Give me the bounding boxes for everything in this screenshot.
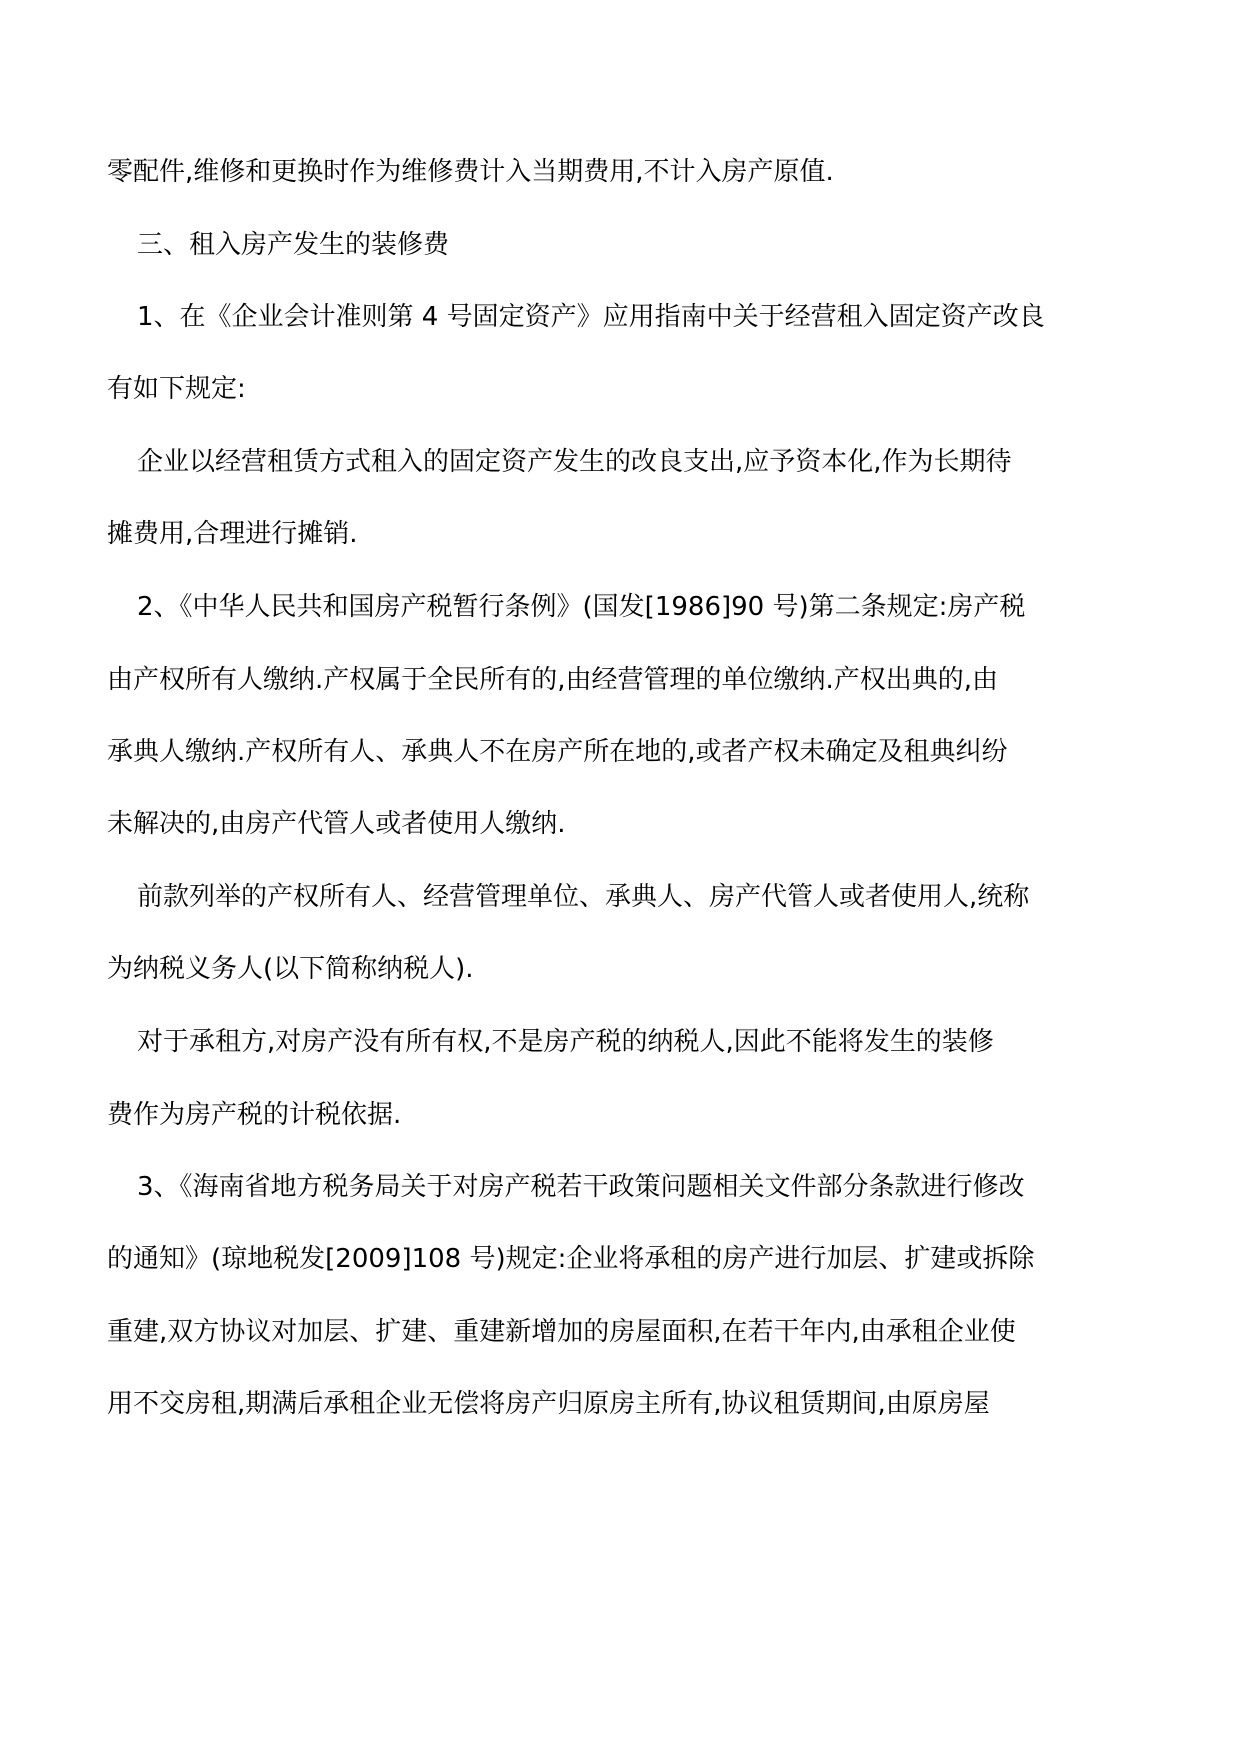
text-line: 企业以经营租赁方式租入的固定资产发生的改良支出,应予资本化,作为长期待 xyxy=(137,447,1012,477)
text-line: 1、在《企业会计准则第 4 号固定资产》应用指南中关于经营租入固定资产改良 xyxy=(137,302,1045,332)
text-line: 的通知》(琼地税发[2009]108 号)规定:企业将承租的房产进行加层、扩建或拆除 xyxy=(107,1244,1035,1274)
section-heading: 三、租入房产发生的装修费 xyxy=(137,230,450,260)
text-line: 费作为房产税的计税依据. xyxy=(107,1100,402,1130)
text-line: 未解决的,由房产代管人或者使用人缴纳. xyxy=(107,809,566,839)
text-line: 承典人缴纳.产权所有人、承典人不在房产所在地的,或者产权未确定及租典纠纷 xyxy=(107,737,1008,767)
text-line: 摊费用,合理进行摊销. xyxy=(107,519,358,549)
text-line: 对于承租方,对房产没有所有权,不是房产税的纳税人,因此不能将发生的装修 xyxy=(137,1027,994,1057)
text-line: 用不交房租,期满后承租企业无偿将房产归原房主所有,协议租赁期间,由原房屋 xyxy=(107,1389,990,1419)
text-line: 有如下规定: xyxy=(107,374,246,404)
text-line: 由产权所有人缴纳.产权属于全民所有的,由经营管理的单位缴纳.产权出典的,由 xyxy=(107,665,999,695)
text-line: 3、《海南省地方税务局关于对房产税若干政策问题相关文件部分条款进行修改 xyxy=(137,1172,1025,1202)
text-line: 前款列举的产权所有人、经营管理单位、承典人、房产代管人或者使用人,统称 xyxy=(137,882,1030,912)
text-line: 2、《中华人民共和国房产税暂行条例》(国发[1986]90 号)第二条规定:房产税 xyxy=(137,592,1026,622)
text-line: 零配件,维修和更换时作为维修费计入当期费用,不计入房产原值. xyxy=(107,157,834,187)
text-line: 为纳税义务人(以下简称纳税人). xyxy=(107,954,474,984)
text-line: 重建,双方协议对加层、扩建、重建新增加的房屋面积,在若干年内,由承租企业使 xyxy=(107,1317,1016,1347)
